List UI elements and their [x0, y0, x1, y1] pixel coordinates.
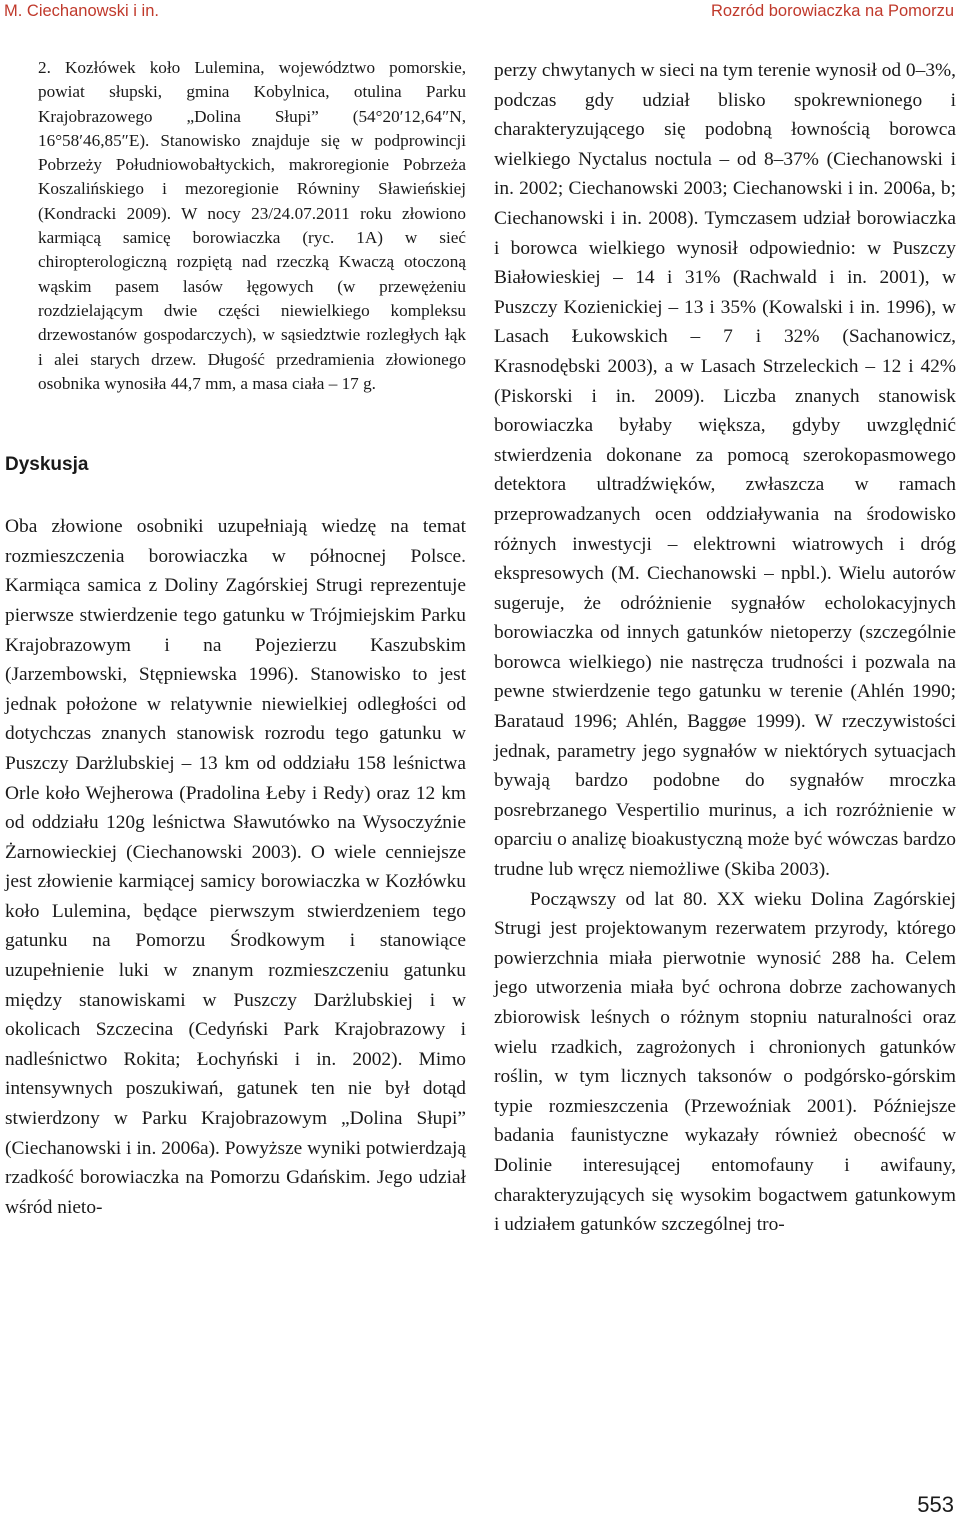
header-authors: M. Ciechanowski i in. — [4, 2, 159, 20]
page-number: 553 — [917, 1492, 954, 1517]
site-description-paragraph: 2. Kozłówek koło Lulemina, województwo pomorskie, powiat słupski, gmina Kobylnica, otulina Parku Krajobrazowego „Dolina Słupi” (54°20′12,64″N, 16°58′46,85″E). Stanowisko znajduje się w podprowincji Pobrzeży Południowobałtyckich, makroregionie Pobrzeża Koszalińskiego i mezoregionie Równiny Sławieńskiej (Kondracki 2009). W nocy 23/24.07.2011 roku złowiono karmiącą samicę borowiaczka (ryc. 1A) w sieć chiropterologiczną rozpiętą nad rzeczką Kwaczą otoczoną wąskim pasem lasów łęgowych (w przewężeniu rozdzielającym dwie części niewielkiego kompleksu drzewostanów gospodarczych), w sąsiedztwie rozległych łąk i alei starych drzew. Długość przedramienia złowionego osobnika wynosiła 44,7 mm, a masa ciała – 17 g. — [38, 58, 466, 393]
section-heading-discussion: Dyskusja — [5, 454, 89, 476]
body-paragraph-2: Począwszy od lat 80. XX wieku Dolina Zagórskiej Strugi jest projektowanym rezerwatem przyrody, którego powierzchnia miała pierwotnie wynosić 288 ha. Celem jego utworzenia miała być ochrona dobrze zachowanych zbiorowisk leśnych o różnym stopniu naturalności oraz wielu rzadkich, zagrożonych i chronionych gatunków roślin, w tym licznych taksonów o podgórsko-górskim typie rozmieszczenia (Przewoźniak 2001). Późniejsze badania faunistyczne wykazały również obecność w Dolinie interesującej entomofauny i awifauny, charakteryzujących się wysokim bogactwem gatunkowym i udziałem gatunków szczególnej tro- — [494, 888, 956, 1236]
discussion-paragraph: Oba złowione osobniki uzupełniają wiedzę na temat rozmieszczenia borowiaczka w północnej Polsce. Karmiąca samica z Doliny Zagórskiej Strugi reprezentuje pierwsze stwierdzenie tego gatunku w Trójmiejskim Parku Krajobrazowym i na Pojezierzu Kaszubskim (Jarzembowski, Stępniewska 1996). Stanowisko to jest jednak położone w relatywnie niewielkiej odległości od dotychczas znanych stanowisk rozrodu tego gatunku w Puszczy Darżlubskiej – 13 km od oddziału 158 leśnictwa Orle koło Wejherowa (Pradolina Łeby i Redy) oraz 12 km od oddziału 120g leśnictwa Sławutówko na Wysoczyźnie Żarnowieckiej (Ciechanowski 2003). O wiele cenniejsze jest złowienie karmiącej samicy borowiaczka w Kozłówku koło Lulemina, będące pierwszym stwierdzeniem tego gatunku na Pomorzu Środkowym i stanowiące uzupełnienie luki w znanym rozmieszczeniu gatunku między stanowiskami w Puszczy Darżlubskiej i w okolicach Szczecina (Cedyński Park Krajobrazowy i nadleśnictwo Rokita; Łochyński i in. 2002). Mimo intensywnych poszukiwań, gatunek ten nie był dotąd stwierdzony w Parku Krajobrazowym „Dolina Słupi” (Ciechanowski i in. 2006a). Powyższe wyniki potwierdzają rzadkość borowiaczka na Pomorzu Gdańskim. Jego udział wśród nieto- — [5, 516, 466, 1218]
header-article-title: Rozród borowiaczka na Pomorzu — [710, 2, 954, 20]
left-column — [5, 56, 466, 1222]
body-paragraph-1: perzy chwytanych w sieci na tym terenie wynosił od 0–3%, podczas gdy udział blisko spokrewnionego i charakteryzującego się podobną łownością borowca wielkiego Nyctalus noctula – od 8–37% (Ciechanowski i in. 2002; Ciechanowski 2003; Ciechanowski i in. 2006a, b; Ciechanowski i in. 2008). Tymczasem udział borowiaczka i borowca wielkiego wynosił odpowiednio: w Puszczy Białowieskiej – 14 i 31% (Rachwald i in. 2001), w Puszczy Kozienickiej – 13 i 35% (Kowalski i in. 1996), w Lasach Łukowskich – 7 i 32% (Sachanowicz, Krasnodębski 2003), a w Lasach Strzeleckich – 12 i 42% (Piskorski i in. 2009). Liczba znanych stanowisk borowiaczka byłaby większa, gdyby uwzględnić stwierdzenia dokonane za pomocą szerokopasmowego detektora ultradźwięków, zwłaszcza w ramach przeprowadzanych ocen oddziaływania na środowisko różnych inwestycji – elektrowni wiatrowych i dróg ekspresowych (M. Ciechanowski – npbl.). Wielu autorów sugeruje, że odróżnienie sygnałów echolokacyjnych borowiaczka od innych gatunków nietoperzy (szczególnie borowca wielkiego) nie nastręcza trudności i pozwala na pewne stwierdzenie tego gatunku w terenie (Ahlén 1990; Barataud 1996; Ahlén, Baggøe 1999). W rzeczywistości jednak, parametry jego sygnałów w niektórych sytuacjach bywają bardzo podobne do sygnałów mroczka posrebrzanego Vespertilio murinus, a ich rozróżnienie w oparciu o analizę bioakustyczną może być wówczas bardzo trudne lub wręcz niemożliwe (Skiba 2003). — [494, 60, 957, 881]
running-header — [0, 0, 960, 38]
right-column — [494, 56, 956, 1240]
